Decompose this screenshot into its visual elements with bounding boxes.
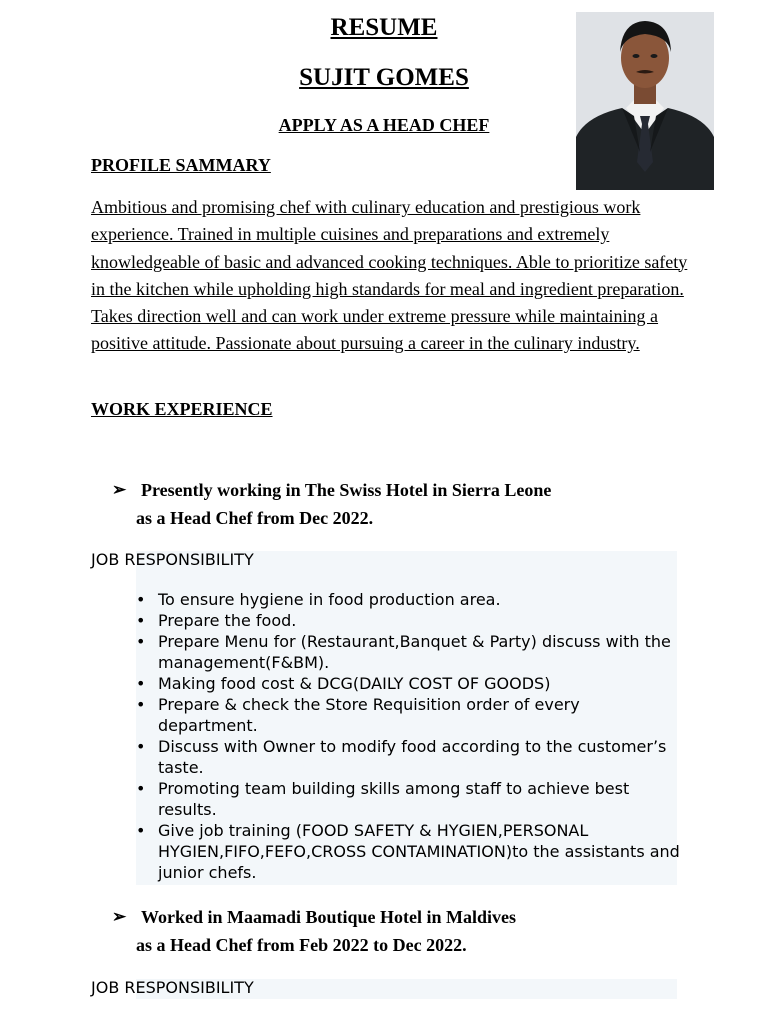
list-item: • Prepare the food.	[136, 610, 681, 631]
list-item: • Give job training (FOOD SAFETY & HYGIEN,PERSONAL HYGIEN,FIFO,FEFO,CROSS CONTAMINATION)to the assistants and junior chefs.	[136, 820, 681, 883]
candidate-name: SUJIT GOMES	[299, 64, 469, 91]
profile-photo	[576, 12, 714, 190]
profile-summary-heading: PROFILE SAMMARY	[91, 155, 271, 175]
job-period-line: as a Head Chef from Dec 2022.	[136, 508, 374, 528]
list-item: • Prepare Menu for (Restaurant,Banquet & Party) discuss with the management(F&BM).	[136, 631, 681, 673]
job-entry	[112, 903, 516, 959]
list-item: • Making food cost & DCG(DAILY COST OF GOODS)	[136, 673, 681, 694]
job-period-line: as a Head Chef from Feb 2022 to Dec 2022.	[136, 935, 467, 955]
work-experience-heading: WORK EXPERIENCE	[91, 399, 273, 419]
position-applied: APPLY AS A HEAD CHEF	[278, 115, 490, 135]
list-item: • Discuss with Owner to modify food according to the customer’s taste.	[136, 736, 681, 778]
list-item: • To ensure hygiene in food production area.	[136, 589, 681, 610]
resume-title: RESUME	[330, 14, 438, 41]
job-title-line: Presently working in The Swiss Hotel in Sierra Leone	[141, 480, 552, 500]
job-entry	[112, 476, 551, 532]
person-photo-icon	[576, 12, 714, 190]
arrowhead-bullet-icon: ➢	[112, 480, 127, 499]
responsibility-list	[136, 589, 681, 883]
list-item: • Promoting team building skills among staff to achieve best results.	[136, 778, 681, 820]
job-responsibility-label: JOB RESPONSIBILITY	[91, 550, 254, 569]
arrowhead-bullet-icon: ➢	[112, 907, 127, 926]
profile-summary-text: Ambitious and promising chef with culinary education and prestigious work experience. Trained in multiple cuisines and preparations and extremely knowledgeable of basic and advanced cooking techniques. Able to prioritize safety in the kitchen while upholding high standards for meal and ingredient preparation. Takes direction well and can work under extreme pressure while maintaining a positive attitude. Passionate about pursuing a career in the culinary industry.	[91, 197, 688, 354]
job-responsibility-label: JOB RESPONSIBILITY	[91, 978, 254, 997]
job-title-line: Worked in Maamadi Boutique Hotel in Maldives	[141, 907, 517, 927]
list-item: • Prepare & check the Store Requisition order of every department.	[136, 694, 681, 736]
